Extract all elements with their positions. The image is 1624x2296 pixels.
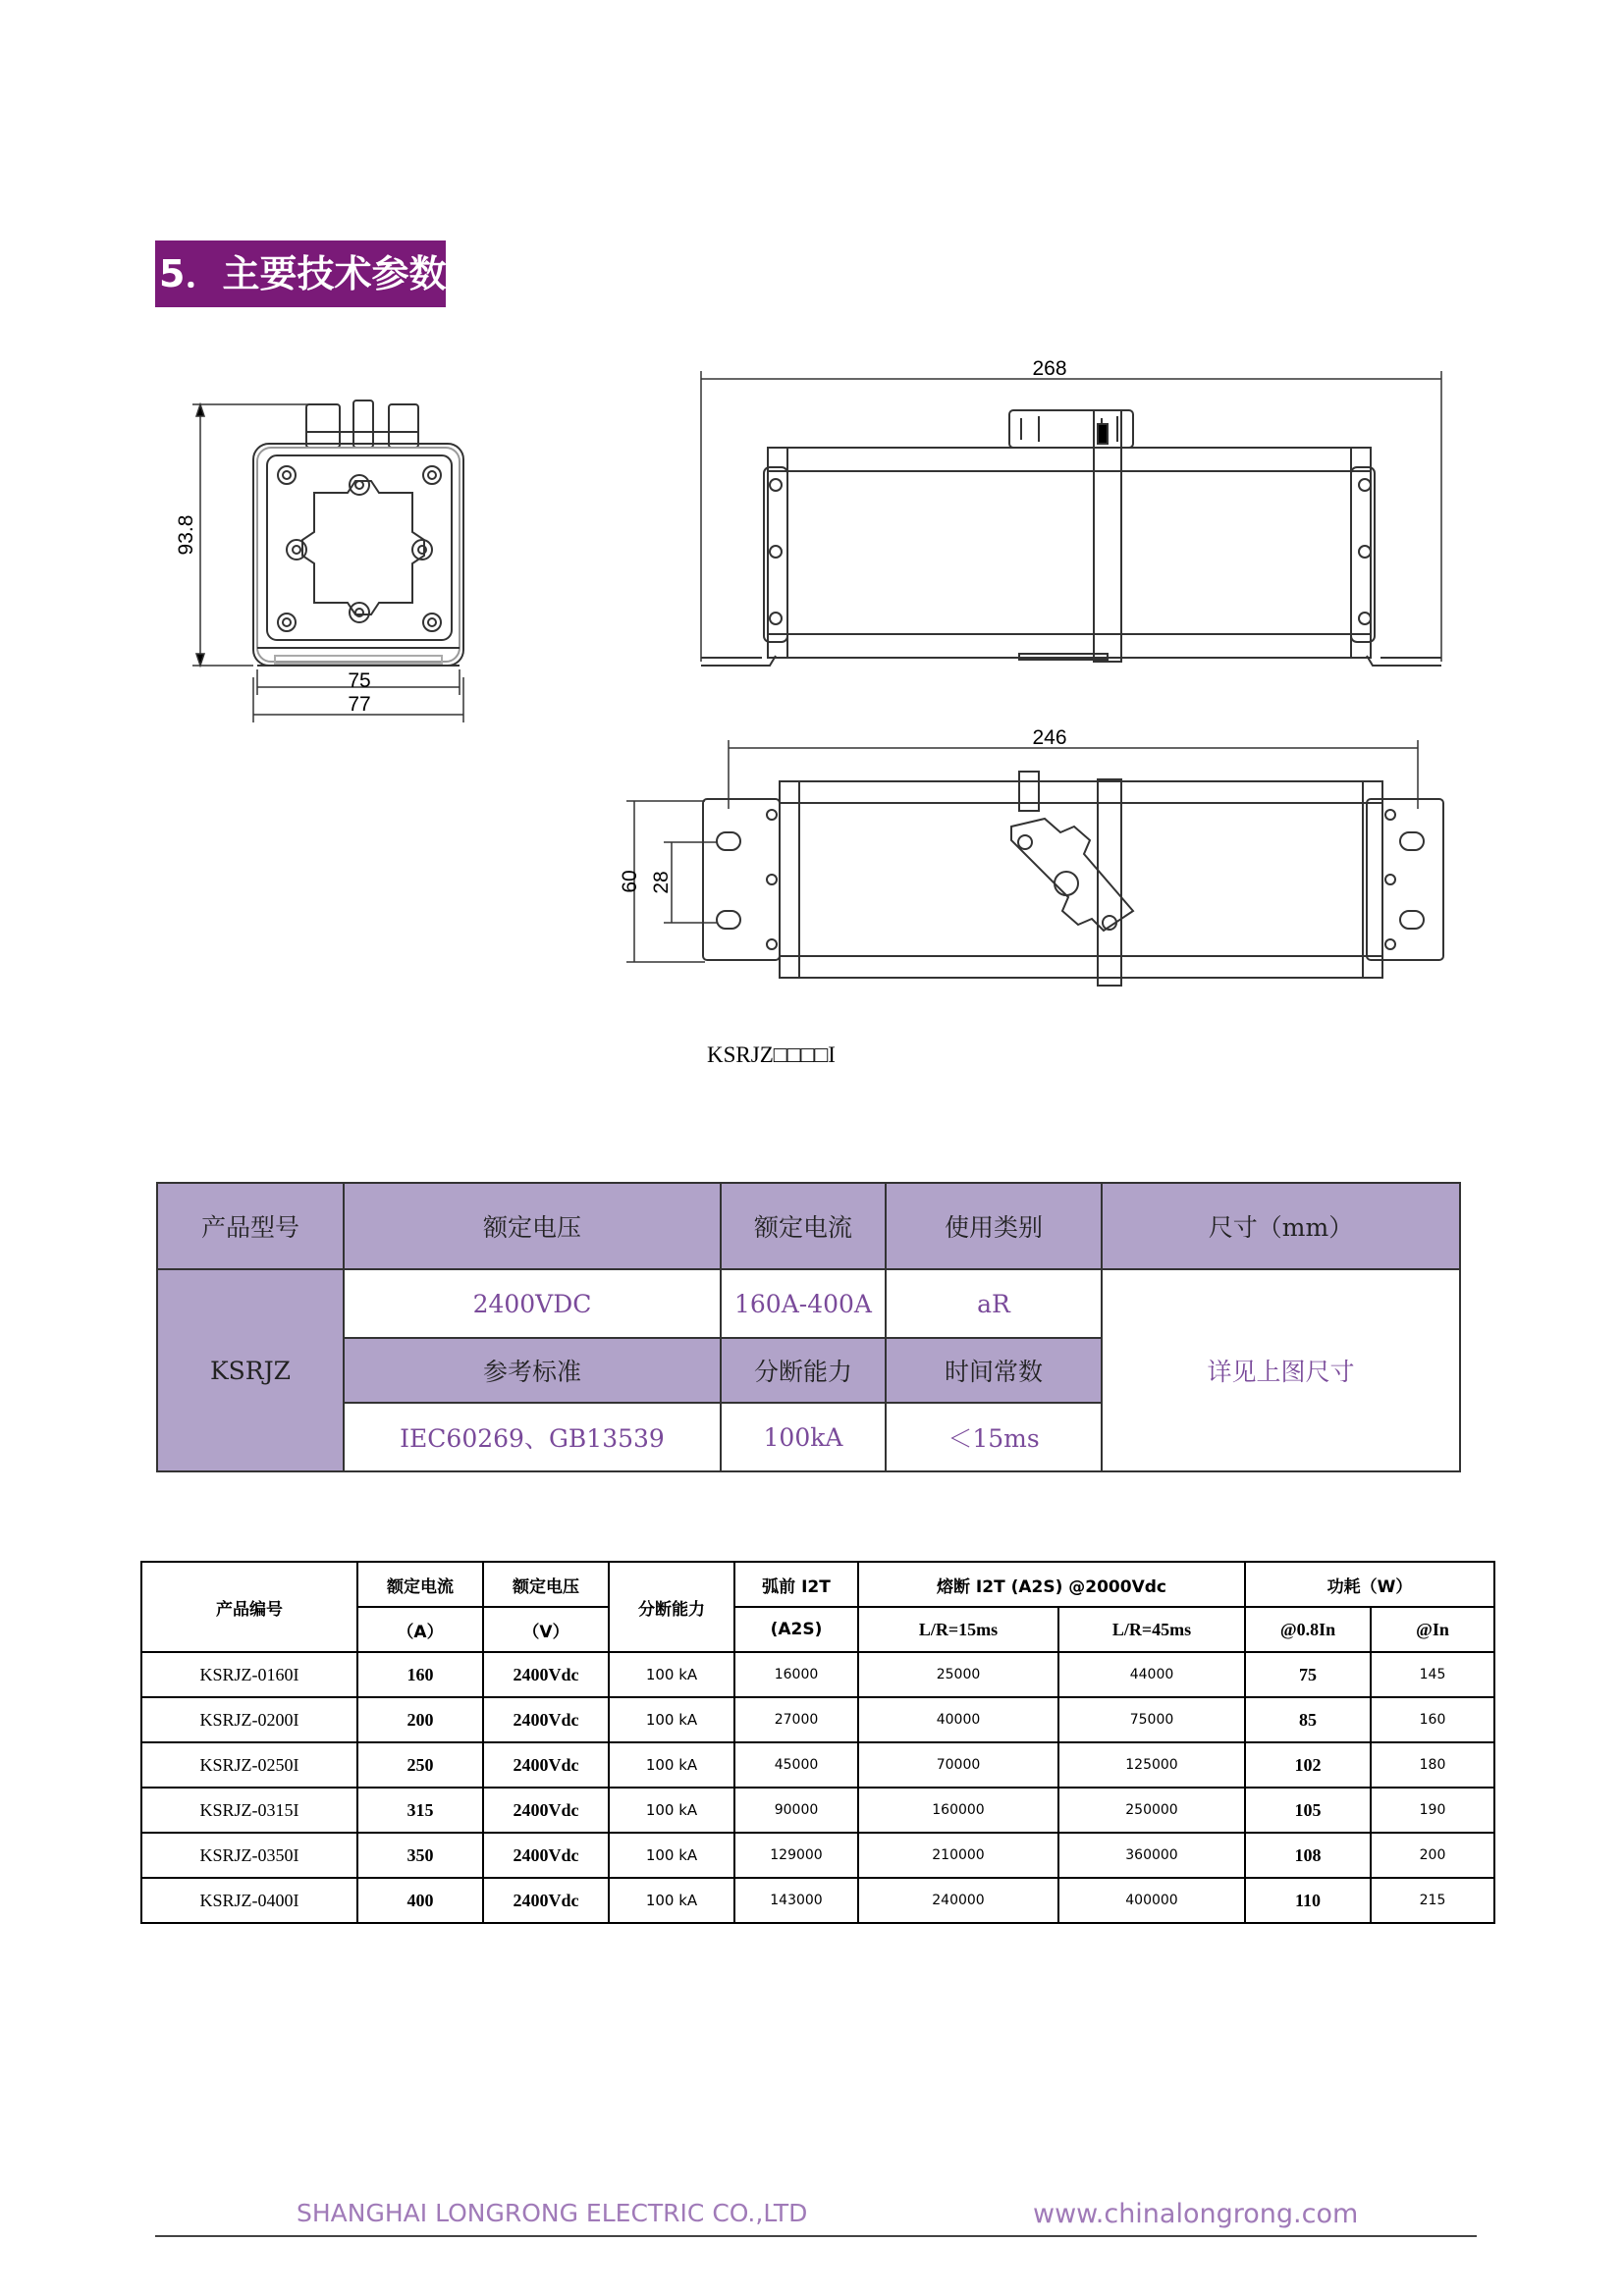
cell-lr15: 40000 [858,1697,1058,1742]
section-title: 5．主要技术参数 [155,240,446,307]
cell-product-code: KSRJZ-0160I [141,1652,357,1697]
ratings-table [140,1561,1495,1924]
cell-prearc: 129000 [734,1833,858,1878]
drawing-caption: KSRJZ□□□□I [707,1042,836,1067]
cell-p08: 110 [1245,1878,1371,1923]
footer-company: SHANGHAI LONGRONG ELECTRIC CO.,LTD [297,2199,808,2227]
cell-lr45: 360000 [1058,1833,1245,1878]
bottom-view-drawing [626,740,1443,986]
cell-prearc: 90000 [734,1788,858,1833]
cell-rated-current: 350 [357,1833,483,1878]
cell-product-code: KSRJZ-0350I [141,1833,357,1878]
cell-prearc: 45000 [734,1742,858,1788]
col-header-lr15: L/R=15ms [858,1607,1058,1652]
cell-lr15: 160000 [858,1788,1058,1833]
col-header-prearc-unit: (A2S) [734,1607,858,1652]
col-header-lr45: L/R=45ms [1058,1607,1245,1652]
cell-prearc: 27000 [734,1697,858,1742]
cell-rated-voltage: 2400Vdc [483,1742,609,1788]
technical-drawing [0,0,1624,1001]
spec-header-current: 额定电流 [721,1183,886,1269]
spec-table [156,1182,1461,1472]
cell-breaking: 100 kA [609,1742,734,1788]
col-header-pin: @In [1371,1607,1494,1652]
cell-pin: 215 [1371,1878,1494,1923]
cell-product-code: KSRJZ-0400I [141,1878,357,1923]
spec-header-standard: 参考标准 [344,1338,721,1403]
spec-header-breaking: 分断能力 [721,1338,886,1403]
dim-246-label: 246 [1032,726,1067,749]
cell-p08: 85 [1245,1697,1371,1742]
cell-breaking: 100 kA [609,1697,734,1742]
spec-model-value: KSRJZ [157,1269,344,1471]
spec-header-voltage: 额定电压 [344,1183,721,1269]
dim-28-label: 28 [650,871,673,894]
dim-60-label: 60 [619,870,641,893]
cell-product-code: KSRJZ-0250I [141,1742,357,1788]
cell-pin: 180 [1371,1742,1494,1788]
cell-rated-current: 250 [357,1742,483,1788]
cell-breaking: 100 kA [609,1833,734,1878]
cell-prearc: 16000 [734,1652,858,1697]
dim-93-8-label: 93.8 [175,514,197,556]
table-row [141,1788,1494,1833]
cell-product-code: KSRJZ-0200I [141,1697,357,1742]
col-header-product-code: 产品编号 [141,1562,357,1652]
spec-header-dimension: 尺寸（mm） [1102,1183,1460,1269]
table-row [141,1878,1494,1923]
cell-prearc: 143000 [734,1878,858,1923]
col-header-p08: @0.8In [1245,1607,1371,1652]
dim-268-label: 268 [1032,357,1067,380]
cell-rated-current: 400 [357,1878,483,1923]
cell-rated-voltage: 2400Vdc [483,1697,609,1742]
footer-divider [155,2235,1477,2237]
cell-rated-voltage: 2400Vdc [483,1788,609,1833]
col-header-prearc: 弧前 I2T [734,1562,858,1607]
cell-p08: 102 [1245,1742,1371,1788]
cell-lr45: 75000 [1058,1697,1245,1742]
cell-lr15: 240000 [858,1878,1058,1923]
col-header-breaking: 分断能力 [609,1562,734,1652]
spec-voltage-value: 2400VDC [344,1269,721,1338]
spec-standard-value: IEC60269、GB13539 [344,1403,721,1471]
dim-77-label: 77 [348,693,371,716]
col-header-melt: 熔断 I2T (A2S) @2000Vdc [858,1562,1245,1607]
table-row [141,1833,1494,1878]
cell-p08: 108 [1245,1833,1371,1878]
cell-rated-current: 315 [357,1788,483,1833]
cell-rated-current: 160 [357,1652,483,1697]
spec-dimension-value: 详见上图尺寸 [1102,1269,1460,1471]
cell-lr15: 25000 [858,1652,1058,1697]
col-header-rated-voltage: 额定电压 [483,1562,609,1607]
cell-rated-voltage: 2400Vdc [483,1833,609,1878]
cell-rated-voltage: 2400Vdc [483,1652,609,1697]
footer-website[interactable]: www.chinalongrong.com [1033,2199,1359,2229]
cell-lr45: 125000 [1058,1742,1245,1788]
table-row [141,1742,1494,1788]
cell-lr45: 400000 [1058,1878,1245,1923]
cell-lr45: 250000 [1058,1788,1245,1833]
cell-breaking: 100 kA [609,1652,734,1697]
table-row [141,1652,1494,1697]
cell-rated-voltage: 2400Vdc [483,1878,609,1923]
dim-75-label: 75 [348,669,371,692]
cell-pin: 145 [1371,1652,1494,1697]
spec-breaking-value: 100kA [721,1403,886,1471]
side-view-drawing [701,371,1441,666]
cell-lr15: 210000 [858,1833,1058,1878]
cell-lr45: 44000 [1058,1652,1245,1697]
cell-product-code: KSRJZ-0315I [141,1788,357,1833]
cell-breaking: 100 kA [609,1788,734,1833]
spec-header-category: 使用类别 [886,1183,1102,1269]
cell-lr15: 70000 [858,1742,1058,1788]
spec-header-model: 产品型号 [157,1183,344,1269]
cell-p08: 105 [1245,1788,1371,1833]
cell-rated-current: 200 [357,1697,483,1742]
cell-pin: 200 [1371,1833,1494,1878]
spec-time-constant-value: ＜15ms [886,1403,1102,1471]
spec-current-value: 160A-400A [721,1269,886,1338]
col-header-rated-current: 额定电流 [357,1562,483,1607]
cell-pin: 190 [1371,1788,1494,1833]
spec-header-time-constant: 时间常数 [886,1338,1102,1403]
spec-category-value: aR [886,1269,1102,1338]
cell-p08: 75 [1245,1652,1371,1697]
cell-pin: 160 [1371,1697,1494,1742]
col-header-power: 功耗（W） [1245,1562,1494,1607]
table-row [141,1697,1494,1742]
end-view-drawing [253,400,463,666]
col-header-voltage-unit: （V） [483,1607,609,1652]
col-header-current-unit: （A） [357,1607,483,1652]
cell-breaking: 100 kA [609,1878,734,1923]
